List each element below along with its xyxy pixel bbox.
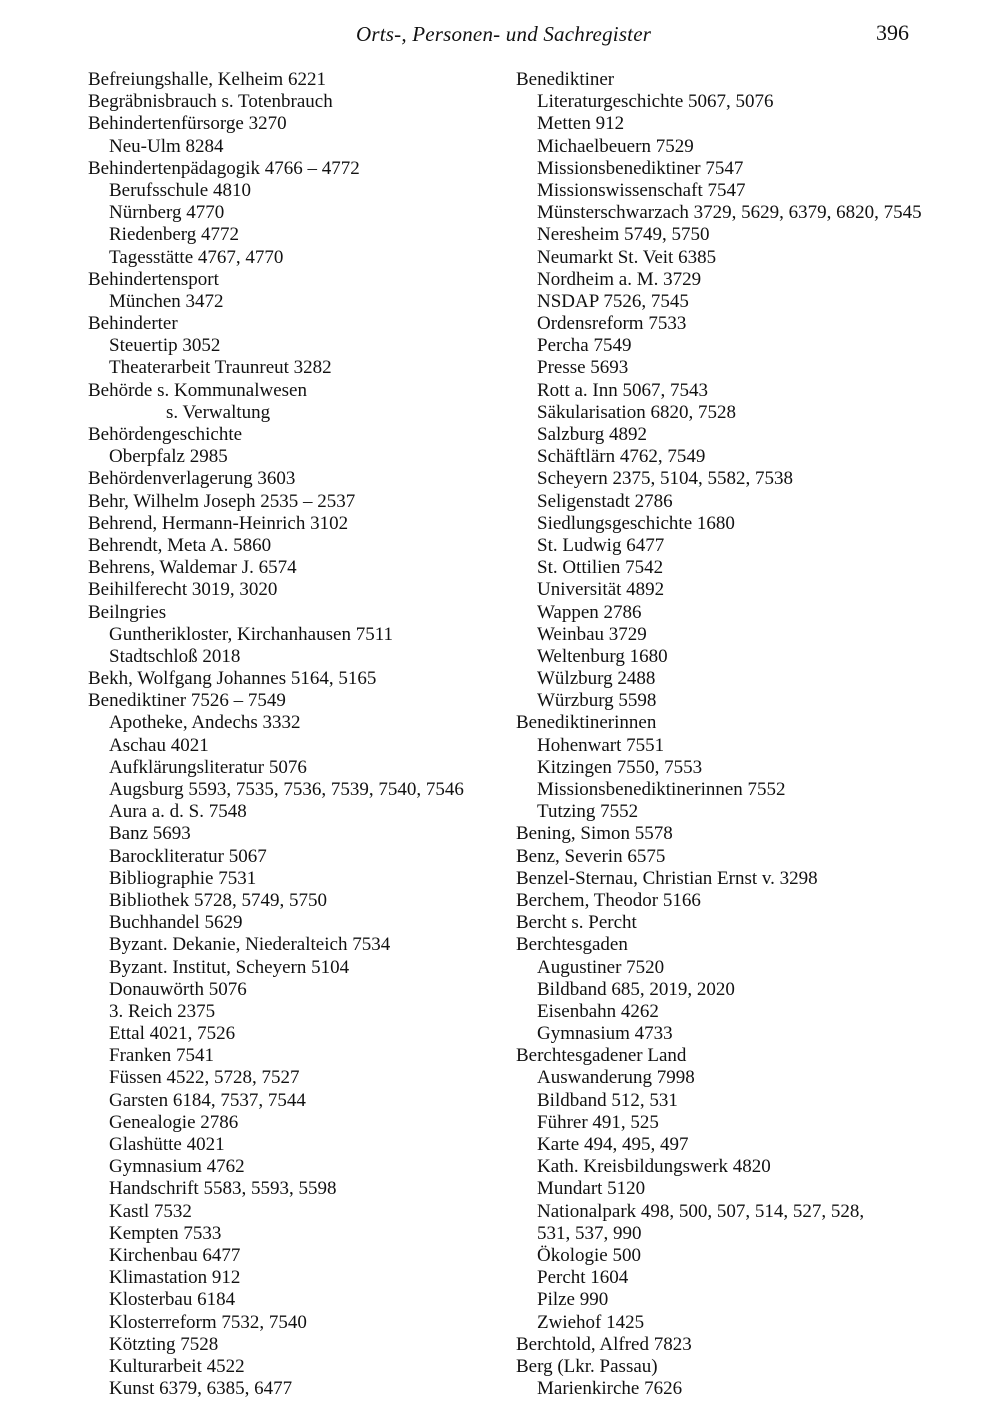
index-entry: Berchem, Theodor 5166 <box>516 889 701 911</box>
index-subentry: Kitzingen 7550, 7553 <box>537 756 703 778</box>
index-subentry: Münsterschwarzach 3729, 5629, 6379, 6820, 7545 <box>537 202 922 224</box>
index-subentry: Aufklärungsliteratur 5076 <box>109 756 307 778</box>
index-subentry: Kötzting 7528 <box>109 1333 219 1355</box>
index-subentry: Percha 7549 <box>537 335 632 357</box>
index-subentry: Ökologie 500 <box>537 1244 641 1266</box>
index-entry: Behindertenpädagogik 4766 – 4772 <box>88 157 360 179</box>
index-subentry: Garsten 6184, 7537, 7544 <box>109 1089 306 1111</box>
index-entry: Behr, Wilhelm Joseph 2535 – 2537 <box>88 490 356 512</box>
index-subentry: Neu-Ulm 8284 <box>109 135 224 157</box>
index-subentry: Rott a. Inn 5067, 7543 <box>537 379 708 401</box>
index-subentry: Nordheim a. M. 3729 <box>537 268 702 290</box>
index-subentry: s. Verwaltung <box>166 401 271 423</box>
index-subentry: Führer 491, 525 <box>537 1111 659 1133</box>
index-subentry: Ordensreform 7533 <box>537 313 687 335</box>
index-entry: Bercht s. Percht <box>516 912 637 934</box>
index-subentry: Kulturarbeit 4522 <box>109 1355 245 1377</box>
index-subentry: Kath. Kreisbildungswerk 4820 <box>537 1156 771 1178</box>
index-subentry: München 3472 <box>109 290 224 312</box>
index-subentry: St. Ludwig 6477 <box>537 534 665 556</box>
index-subentry: Guntherikloster, Kirchanhausen 7511 <box>109 623 393 645</box>
index-subentry: St. Ottilien 7542 <box>537 557 664 579</box>
index-subentry: Michaelbeuern 7529 <box>537 135 694 157</box>
index-subentry: Würzburg 5598 <box>537 690 657 712</box>
index-subentry: Wappen 2786 <box>537 601 642 623</box>
running-title: Orts-, Personen- und Sachregister <box>356 22 652 46</box>
index-entry: Behördenverlagerung 3603 <box>88 468 296 490</box>
index-subentry: Bibliographie 7531 <box>109 867 257 889</box>
index-entry: Benediktinerinnen <box>516 712 657 734</box>
index-entry: Benz, Severin 6575 <box>516 845 666 867</box>
index-subentry: Marienkirche 7626 <box>537 1378 683 1400</box>
index-subentry: Augustiner 7520 <box>537 956 665 978</box>
index-entry: Berchtold, Alfred 7823 <box>516 1333 692 1355</box>
index-subentry: Byzant. Institut, Scheyern 5104 <box>109 956 350 978</box>
index-subentry: Franken 7541 <box>109 1045 215 1067</box>
index-subentry: Klimastation 912 <box>109 1267 241 1289</box>
index-subentry: Eisenbahn 4262 <box>537 1000 659 1022</box>
index-subentry: Missionsbenediktinerinnen 7552 <box>537 779 786 800</box>
index-column-right <box>516 69 936 1400</box>
index-subentry: Auswanderung 7998 <box>537 1067 695 1089</box>
index-subentry: Weltenburg 1680 <box>537 645 668 667</box>
index-subentry: Pilze 990 <box>537 1289 609 1311</box>
index-subentry: Ettal 4021, 7526 <box>109 1023 236 1045</box>
index-subentry: Tutzing 7552 <box>537 801 639 823</box>
index-entry: Beihilferecht 3019, 3020 <box>88 579 278 601</box>
index-subentry: Percht 1604 <box>537 1267 629 1289</box>
index-subentry: Schäftlärn 4762, 7549 <box>537 446 706 468</box>
index-subentry: Kastl 7532 <box>109 1200 192 1222</box>
index-subentry: Berufsschule 4810 <box>109 179 251 201</box>
index-subentry: Steuertip 3052 <box>109 335 221 357</box>
index-entry: Behindertensport <box>88 268 219 290</box>
index-subentry: Apotheke, Andechs 3332 <box>109 712 301 734</box>
index-entry: Behrend, Hermann-Heinrich 3102 <box>88 512 349 534</box>
index-subentry: Klosterbau 6184 <box>109 1289 236 1311</box>
index-entry: Behrendt, Meta A. 5860 <box>88 534 272 556</box>
index-entry: Berchtesgadener Land <box>516 1045 687 1067</box>
index-subentry: Aura a. d. S. 7548 <box>109 801 247 823</box>
index-subentry: Theaterarbeit Traunreut 3282 <box>109 357 332 379</box>
index-subentry: Nürnberg 4770 <box>109 202 225 224</box>
index-entry: Berchtesgaden <box>516 934 628 956</box>
index-entry: Bekh, Wolfgang Johannes 5164, 5165 <box>88 668 377 690</box>
index-subentry: Klosterreform 7532, 7540 <box>109 1311 307 1333</box>
index-subentry: Neresheim 5749, 5750 <box>537 224 710 246</box>
index-subentry: Aschau 4021 <box>109 734 209 756</box>
index-entry: Behördengeschichte <box>88 424 243 445</box>
index-subentry: Genealogie 2786 <box>109 1111 239 1133</box>
index-entry: Berg (Lkr. Passau) <box>516 1355 658 1377</box>
index-subentry: Gymnasium 4762 <box>109 1156 245 1178</box>
index-subentry: Kempten 7533 <box>109 1222 222 1244</box>
index-subentry: Oberpfalz 2985 <box>109 446 228 468</box>
page-header <box>0 18 1000 48</box>
index-entry: Behrens, Waldemar J. 6574 <box>88 557 297 579</box>
index-subentry: Weinbau 3729 <box>537 623 647 645</box>
index-entry: Benediktiner <box>516 69 615 90</box>
index-subentry: Literaturgeschichte 5067, 5076 <box>537 91 774 113</box>
index-entry: Befreiungshalle, Kelheim 6221 <box>88 69 326 90</box>
index-subentry: Neumarkt St. Veit 6385 <box>537 246 717 268</box>
index-entry: Begräbnisbrauch s. Totenbrauch <box>88 91 333 113</box>
index-subentry: Handschrift 5583, 5593, 5598 <box>109 1178 337 1200</box>
index-subentry: Gymnasium 4733 <box>537 1023 673 1045</box>
page-number: 396 <box>876 20 909 45</box>
index-subentry: Byzant. Dekanie, Niederalteich 7534 <box>109 934 391 956</box>
index-subentry: Mundart 5120 <box>537 1178 646 1200</box>
index-subentry: Wülzburg 2488 <box>537 668 656 690</box>
index-subentry: Metten 912 <box>537 113 625 135</box>
index-subentry: Barockliteratur 5067 <box>109 845 267 867</box>
index-subentry: Säkularisation 6820, 7528 <box>537 401 736 423</box>
index-entry: Benediktiner 7526 – 7549 <box>88 690 286 712</box>
index-subentry: Seligenstadt 2786 <box>537 490 673 512</box>
index-entry: Benzel-Sternau, Christian Ernst v. 3298 <box>516 867 818 889</box>
index-subentry: Scheyern 2375, 5104, 5582, 7538 <box>537 468 793 490</box>
index-subentry: Bibliothek 5728, 5749, 5750 <box>109 889 327 911</box>
index-subentry: Nationalpark 498, 500, 507, 514, 527, 528, <box>537 1200 865 1222</box>
index-entry: Behörde s. Kommunalwesen <box>88 379 307 401</box>
index-subentry: Donauwörth 5076 <box>109 978 247 1000</box>
index-entry: Bening, Simon 5578 <box>516 823 673 845</box>
index-subentry: Missionswissenschaft 7547 <box>537 179 746 201</box>
index-subentry: Glashütte 4021 <box>109 1134 225 1155</box>
index-subentry: Kunst 6379, 6385, 6477 <box>109 1378 293 1400</box>
index-entry: Behinderter <box>88 313 178 335</box>
index-subentry: Universität 4892 <box>537 579 665 601</box>
index-subentry: Füssen 4522, 5728, 7527 <box>109 1067 300 1089</box>
index-subentry: Riedenberg 4772 <box>109 224 239 246</box>
index-subentry: Siedlungsgeschichte 1680 <box>537 512 735 534</box>
index-subentry: Karte 494, 495, 497 <box>537 1134 689 1155</box>
index-subentry: 531, 537, 990 <box>537 1222 642 1244</box>
index-subentry: Kirchenbau 6477 <box>109 1244 241 1266</box>
index-entry: Behindertenfürsorge 3270 <box>88 113 287 135</box>
index-subentry: NSDAP 7526, 7545 <box>537 290 689 312</box>
index-subentry: Stadtschloß 2018 <box>109 645 241 667</box>
index-subentry: Hohenwart 7551 <box>537 734 665 756</box>
index-subentry: Tagesstätte 4767, 4770 <box>109 246 284 268</box>
index-subentry: 3. Reich 2375 <box>109 1000 216 1022</box>
index-subentry: Banz 5693 <box>109 823 191 845</box>
index-subentry: Missionsbenediktiner 7547 <box>537 157 744 179</box>
index-subentry: Zwiehof 1425 <box>537 1311 645 1333</box>
index-subentry: Buchhandel 5629 <box>109 912 243 934</box>
index-subentry: Bildband 512, 531 <box>537 1089 678 1111</box>
index-subentry: Bildband 685, 2019, 2020 <box>537 978 735 1000</box>
index-subentry: Augsburg 5593, 7535, 7536, 7539, 7540, 7546 <box>109 779 464 800</box>
index-column-left <box>88 69 508 1400</box>
index-entry: Beilngries <box>88 601 167 623</box>
index-subentry: Salzburg 4892 <box>537 424 647 445</box>
index-subentry: Presse 5693 <box>537 357 629 379</box>
